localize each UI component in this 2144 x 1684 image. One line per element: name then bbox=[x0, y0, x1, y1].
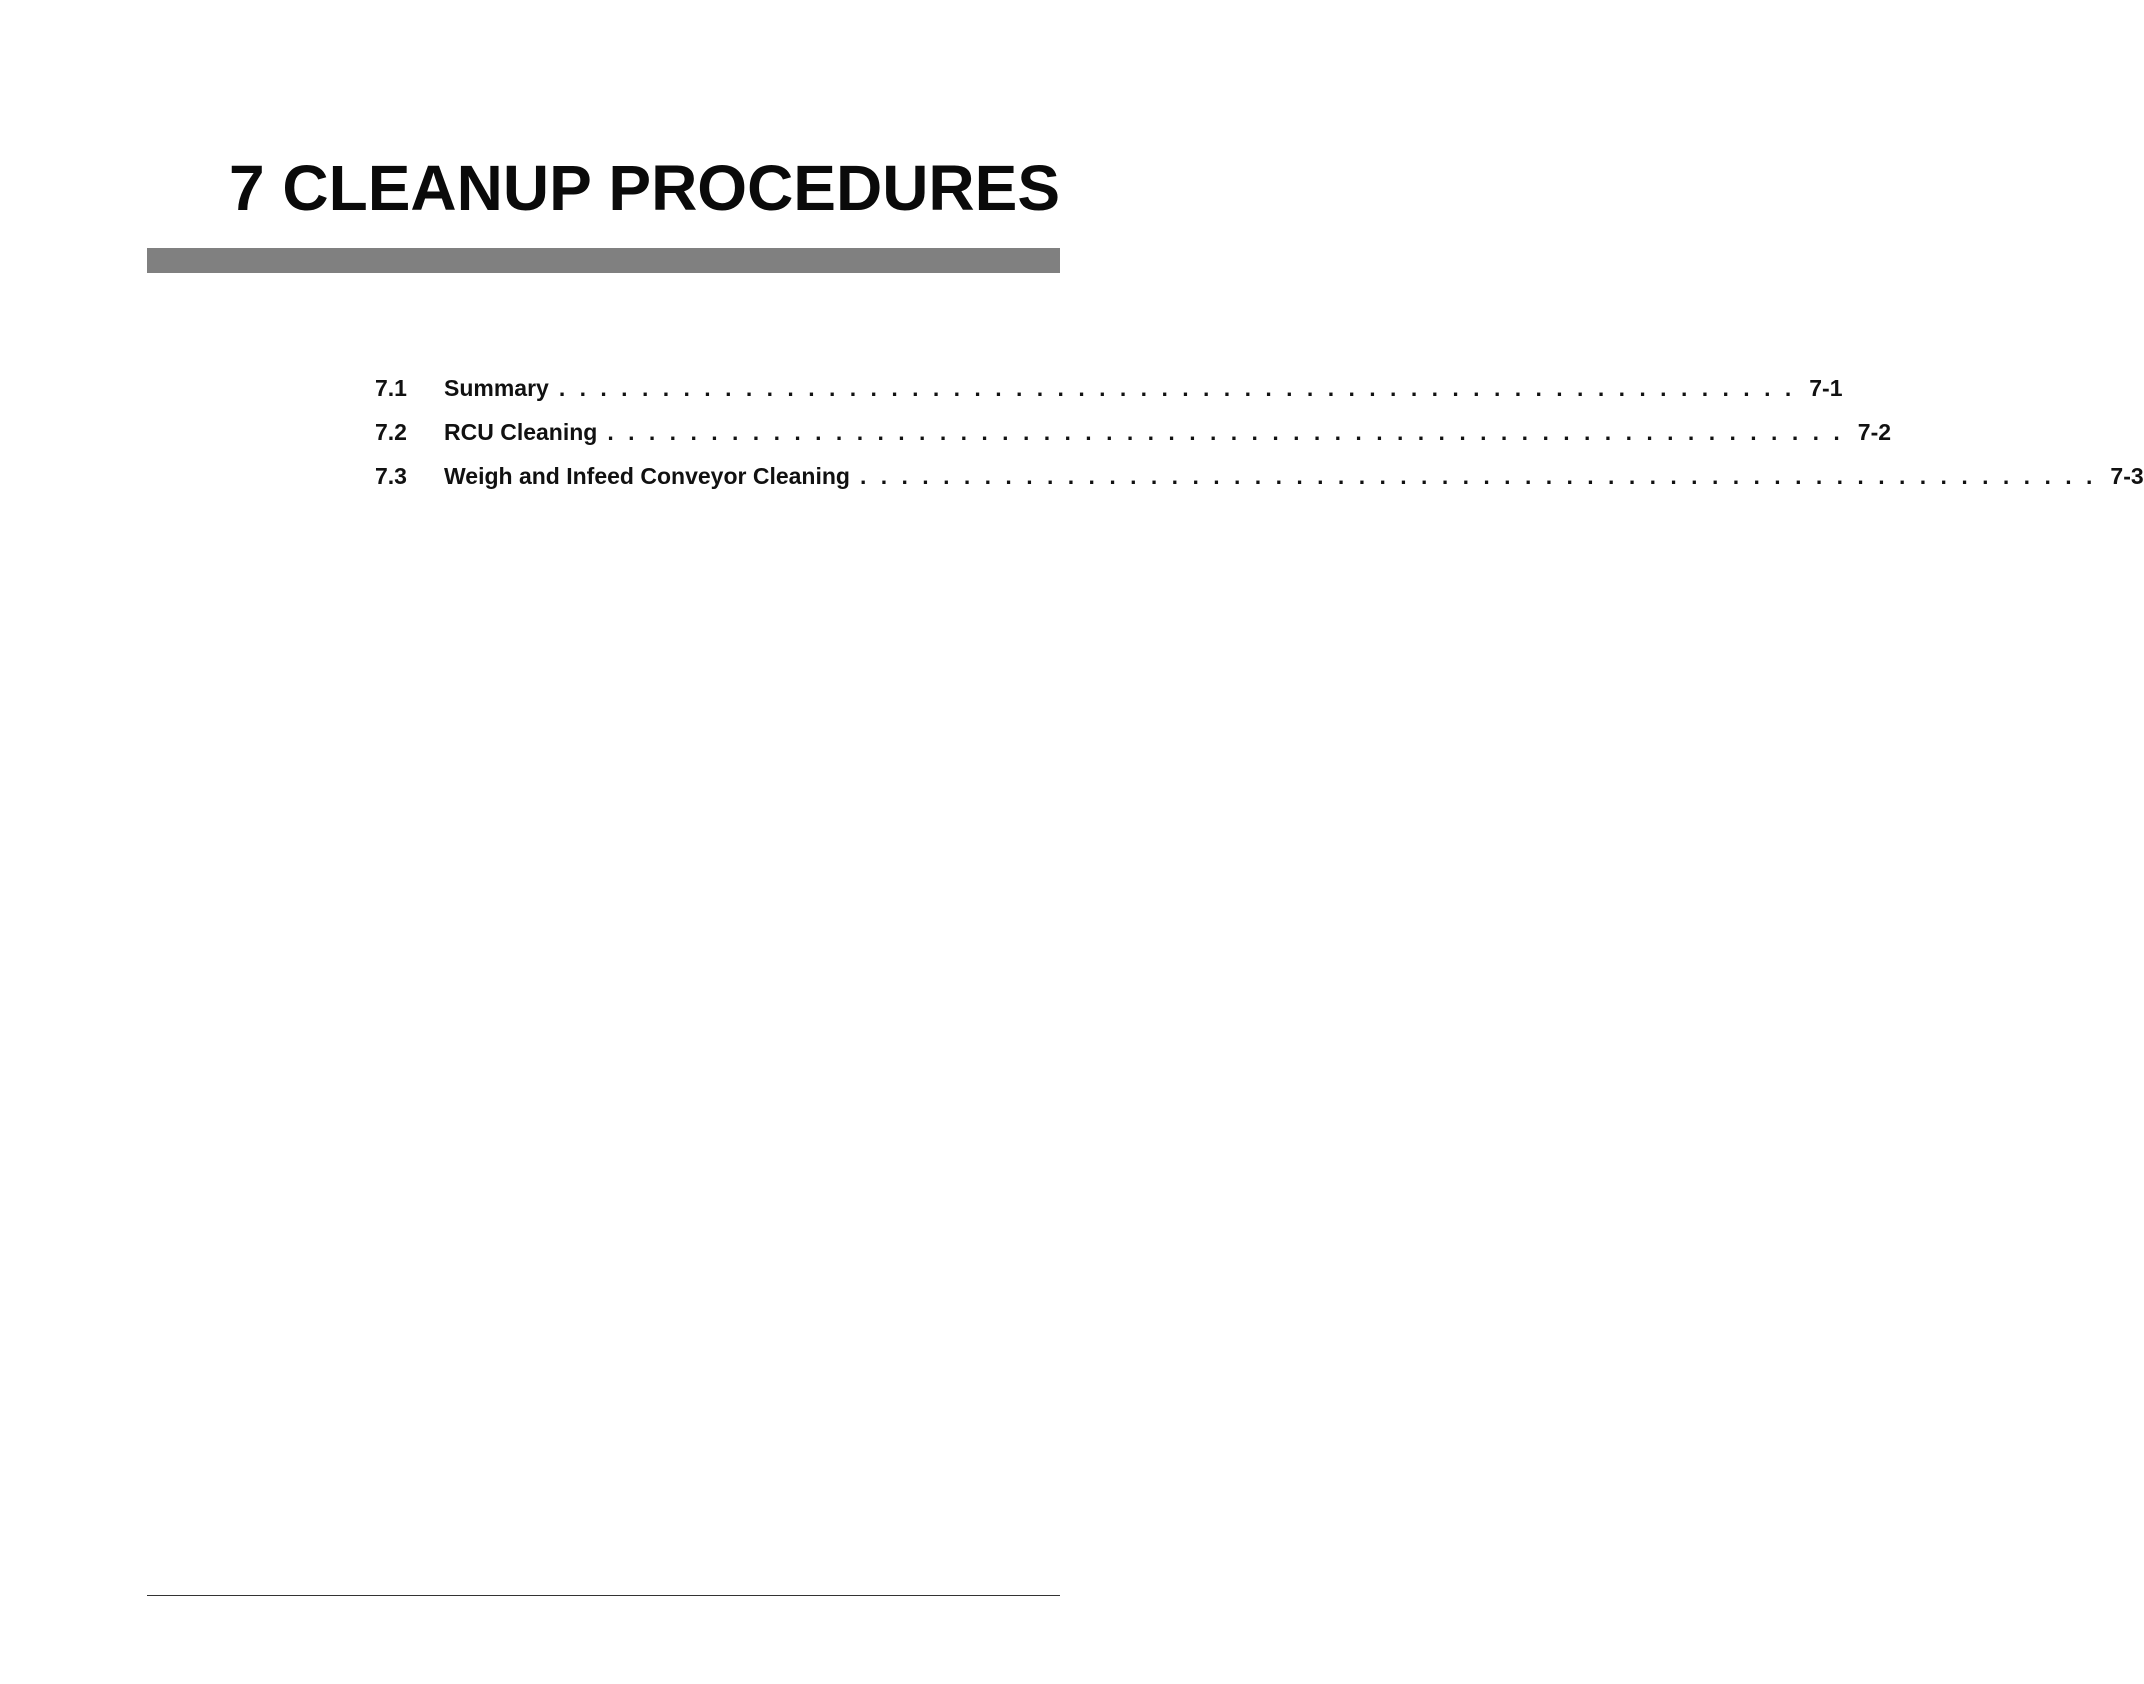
toc-entry-summary[interactable] bbox=[375, 366, 1843, 410]
toc-entry-number: 7.3 bbox=[375, 463, 407, 489]
title-underline-bar bbox=[147, 248, 1060, 273]
toc-entry-number: 7.1 bbox=[375, 375, 407, 401]
toc-entry-page: 7-3 bbox=[2110, 463, 2144, 489]
toc-entry-page: 7-1 bbox=[1809, 375, 1843, 401]
toc-dot-leader: . . . . . . . . . . . . . . . . . . . . . . . . . . . . . . . . . . . . . . . . . . . . . . . . . . . . . . . . . . . . bbox=[558, 375, 1796, 401]
table-of-contents bbox=[375, 366, 2144, 498]
toc-entry-title: Weigh and Infeed Conveyor Cleaning bbox=[444, 463, 850, 489]
toc-entry-rcu-cleaning[interactable] bbox=[375, 410, 1892, 454]
toc-dot-leader: . . . . . . . . . . . . . . . . . . . . . . . . . . . . . . . . . . . . . . . . . . . . . . . . . . . . . . . . . . . . bbox=[859, 463, 2097, 489]
toc-entry-number: 7.2 bbox=[375, 419, 407, 445]
toc-dot-leader: . . . . . . . . . . . . . . . . . . . . . . . . . . . . . . . . . . . . . . . . . . . . . . . . . . . . . . . . . . . . bbox=[607, 419, 1844, 445]
toc-entry-title: RCU Cleaning bbox=[444, 419, 598, 445]
toc-entry-title: Summary bbox=[444, 375, 549, 401]
toc-entry-page: 7-2 bbox=[1857, 419, 1892, 445]
toc-entry-weigh-infeed-cleaning[interactable] bbox=[375, 454, 2144, 498]
chapter-title: 7 CLEANUP PROCEDURES bbox=[229, 152, 1060, 224]
footer-rule bbox=[147, 1595, 1060, 1596]
